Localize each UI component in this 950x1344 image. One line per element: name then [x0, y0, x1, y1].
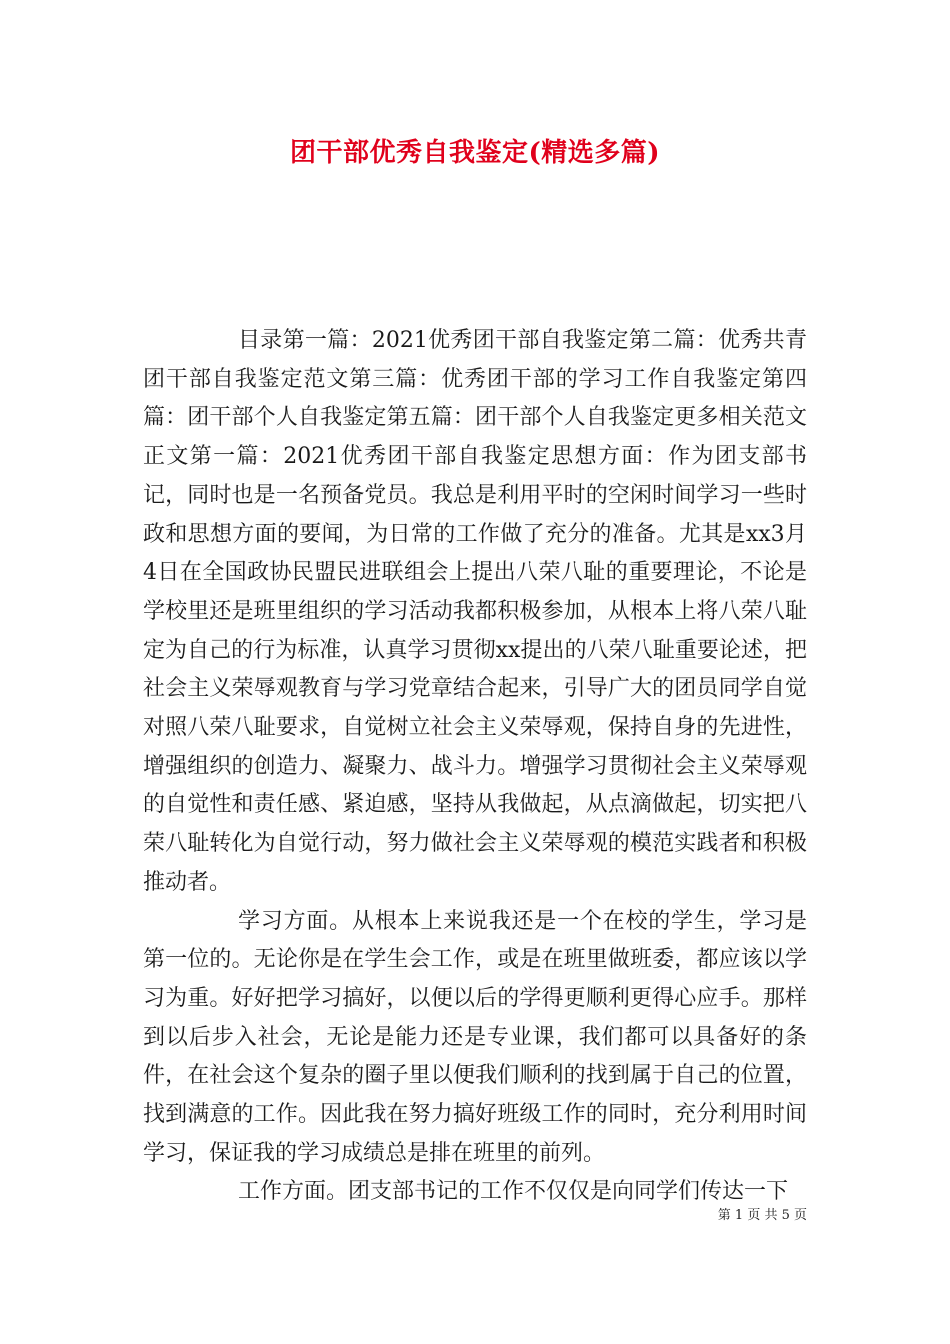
paragraph-study: 学习方面。从根本上来说我还是一个在校的学生，学习是第一位的。无论你是在学生会工作，或是在班里做班委，都应该以学习为重。好好把学习搞好，以便以后的学得更顺利更得心应手。那样到以后步入社会，无论是能力还是专业课，我们都可以具备好的条件，在社会这个复杂的圈子里以便我们顺利的找到属于自己的位置，找到满意的工作。因此我在努力搞好班级工作的同时，充分利用时间学习，保证我的学习成绩总是排在班里的前列。	[143, 908, 807, 1166]
paragraph-work: 工作方面。团支部书记的工作不仅仅是向同学们传达一下	[238, 1179, 789, 1205]
document-title: 团干部优秀自我鉴定(精选多篇)	[289, 138, 661, 168]
document-body	[143, 322, 807, 1212]
page-number-footer: 第 1 页 共 5 页	[717, 1208, 807, 1223]
paragraph-table-of-contents: 目录第一篇：2021优秀团干部自我鉴定第二篇：优秀共青团干部自我鉴定范文第三篇：优秀团干部的学习工作自我鉴定第四篇：团干部个人自我鉴定第五篇：团干部个人自我鉴定更多相关范文正文第一篇：2021优秀团干部自我鉴定思想方面：作为团支部书记，同时也是一名预备党员。我总是利用平时的空闲时间学习一些时政和思想方面的要闻，为日常的工作做了充分的准备。尤其是xx3月4日在全国政协民盟民进联组会上提出八荣八耻的重要理论，不论是学校里还是班里组织的学习活动我都积极参加，从根本上将八荣八耻定为自己的行为标准，认真学习贯彻xx提出的八荣八耻重要论述，把社会主义荣辱观教育与学习党章结合起来，引导广大的团员同学自觉对照八荣八耻要求，自觉树立社会主义荣辱观，保持自身的先进性，增强组织的创造力、凝聚力、战斗力。增强学习贯彻社会主义荣辱观的自觉性和责任感、紧迫感，坚持从我做起，从点滴做起，切实把八荣八耻转化为自觉行动，努力做社会主义荣辱观的模范实践者和积极推动者。	[143, 328, 807, 895]
